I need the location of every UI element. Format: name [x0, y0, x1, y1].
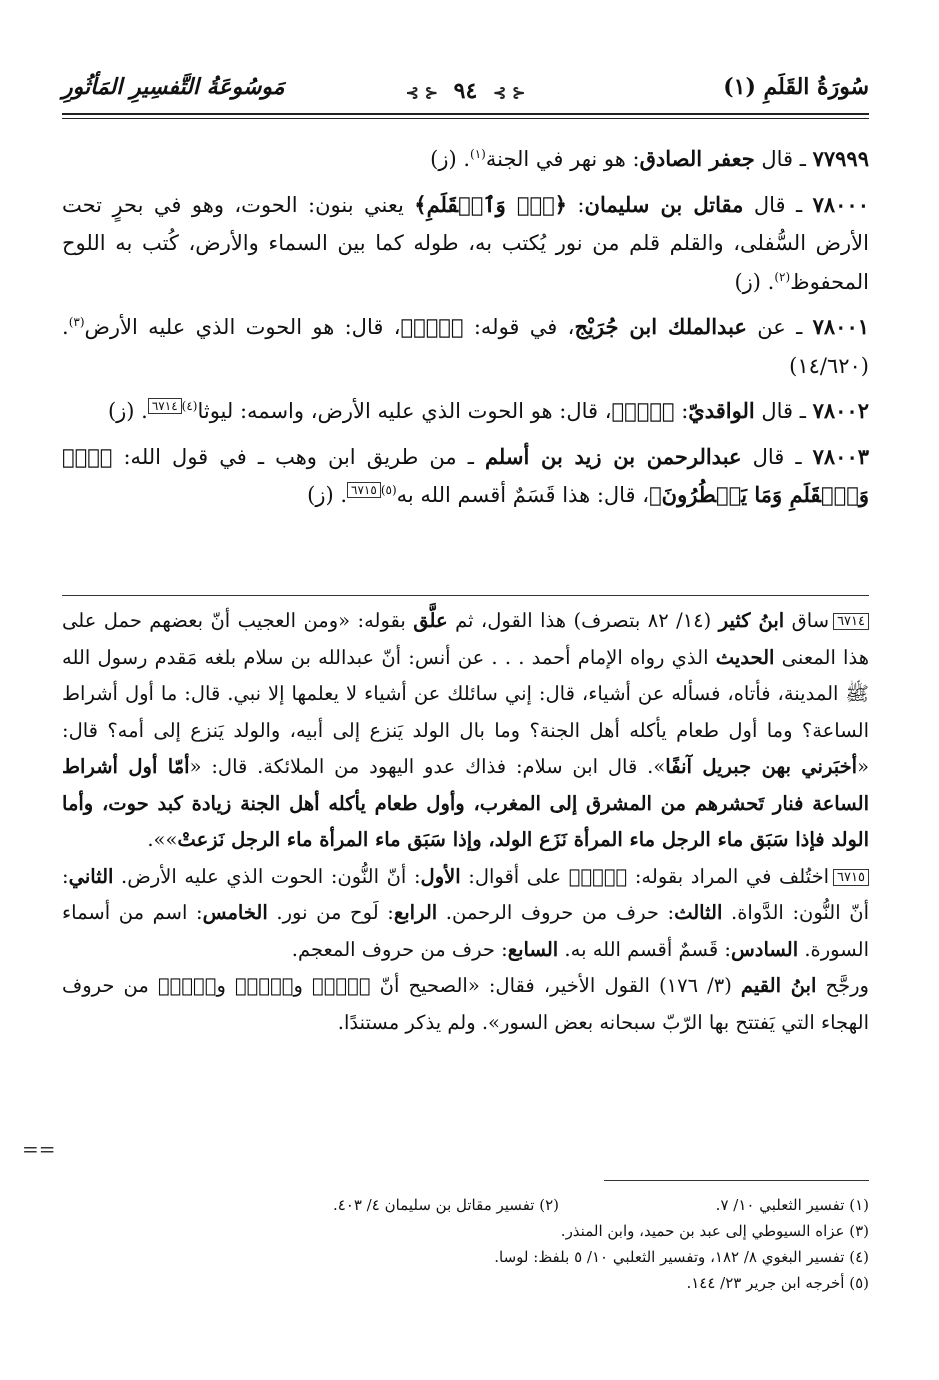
note-text: ساق — [784, 609, 830, 632]
note-text: : حرف من حروف الرحمن. — [437, 901, 675, 924]
scholar-name: ابنُ كثير — [718, 609, 785, 632]
footnote-3: (٣) عزاه السيوطي إلى عبد بن حميد، وابن المنذر. — [560, 1222, 869, 1240]
note-text: (٣/ ١٧٦) القول الأخير، فقال: «الصحيح أنّ — [370, 974, 741, 997]
quran-quote: ﴿صٓۚ﴾ — [157, 974, 217, 997]
quran-quote: ﴿نٓۚ﴾ — [400, 314, 464, 339]
entry-77999 — [62, 140, 869, 179]
note-text: : أنّ النُّون: الحوت الذي عليه الأرض. — [113, 864, 421, 888]
opinion-label: الثاني — [68, 864, 114, 888]
entry-78002 — [62, 392, 869, 431]
entry-text: يعني بنون: الحوت، وهو في بحرٍ تحت الأرض السُّفلى، والقلم قلم من نور يُكتب به، طوله كما بين السماء والأرض، كُتب به اللوح المحفوظ — [62, 192, 869, 294]
note-text: : أنّ النُّون: الدَّواة. — [62, 864, 870, 924]
ornament-right-icon: ⊰ ⊱ — [492, 83, 526, 102]
commentary-ref-box[interactable]: ٦٧١٥ — [347, 482, 381, 498]
entry-78000 — [62, 186, 869, 302]
entry-78003 — [62, 438, 869, 515]
note-text: »». — [147, 828, 178, 851]
note-text: اختُلف في المراد بقوله: — [627, 864, 830, 888]
ornament-left-icon: ⊰ ⊱ — [405, 83, 439, 102]
entry-number: ٧٨٠٠٠ — [812, 191, 869, 217]
footnote-marker[interactable]: (٣) — [68, 315, 85, 329]
footnote-marker[interactable]: (٢) — [774, 269, 791, 284]
commentary-6714 — [62, 603, 869, 859]
commentary-divider — [62, 595, 869, 596]
entry-number: ٧٨٠٠٢ — [812, 398, 869, 423]
page-number-group — [398, 78, 534, 104]
commentary-6715 — [62, 859, 869, 1042]
quran-quote: ﴿نٓۚ وَٱلۡقَلَمِ﴾ — [414, 191, 567, 217]
narrator-name: مقاتل بن سليمان — [584, 191, 744, 217]
footnote-5: (٥) أخرجه ابن جرير ٢٣/ ١٤٤. — [686, 1274, 869, 1292]
main-text — [62, 140, 869, 522]
running-header — [62, 70, 869, 110]
quran-quote: ﴿نٓۚ﴾ — [611, 398, 675, 423]
footnote-marker[interactable]: (٥) — [380, 483, 397, 497]
entry-source: . (ز) — [430, 147, 471, 171]
entry-number: ٧٨٠٠٣ — [812, 443, 870, 469]
quran-quote: ﴿نٓۚ﴾ — [312, 974, 371, 997]
entry-number: ٧٨٠٠١ — [812, 314, 870, 339]
opinion-label: الرابع — [393, 901, 438, 924]
page-number: ٩٤ — [453, 78, 478, 104]
book-title: مَوسُوعَةُ التَّفسِيرِ المَأثُورِ — [62, 74, 285, 100]
entry-prefix: ـ قال — [754, 147, 813, 171]
footnote-marker[interactable]: (٤) — [181, 399, 198, 413]
note-text: بقوله: «ومن العجيب أنّ بعضهم حمل على هذا المعنى — [62, 609, 869, 669]
note-text: على أقوال: — [460, 864, 569, 888]
quran-quote: ﴿نٓۚ﴾ — [568, 864, 628, 888]
note-text: و — [293, 974, 313, 997]
narrator-name: جعفر الصادق — [639, 146, 755, 171]
note-emphasis: الحديث — [715, 645, 775, 669]
entry-prefix: ـ عن — [746, 315, 813, 339]
entry-source: . (ز) — [307, 483, 348, 507]
book-page — [22, 0, 870, 1380]
narrator-name: عبدالرحمن بن زيد بن أسلم — [484, 443, 742, 469]
note-text: من حروف الهجاء التي يَفتتح بها الرّبّ سبحانه بعض السور». ولم يذكر مستندًا. — [62, 974, 869, 1034]
scholar-name: ابنُ القيم — [740, 974, 817, 997]
note-text: و — [216, 974, 235, 997]
opinion-label: الأول — [420, 864, 461, 888]
note-text: ورجَّح — [816, 974, 869, 997]
note-text: ». قال ابن سلام: فذاك عدو اليهود من الملائكة. قال: « — [189, 755, 666, 778]
entry-colon: : — [566, 192, 585, 217]
opinion-label: السابع — [507, 937, 559, 961]
footnote-1: (١) تفسير الثعلبي ١٠/ ٧. — [715, 1196, 869, 1214]
footnotes — [62, 1192, 869, 1296]
note-text: : لَوح من نور. — [267, 901, 394, 924]
entry-prefix: ـ قال — [754, 399, 813, 423]
footnote-4: (٤) تفسير البغوي ٨/ ١٨٢، وتفسير الثعلبي ١٠/ ٥ بلفظ: لوسا. — [494, 1248, 869, 1266]
entry-lead: ، في قوله: — [463, 315, 575, 339]
entry-source: . (ز) — [107, 399, 148, 423]
note-text: : اسم من أسماء السورة. — [62, 901, 869, 961]
entry-number: ٧٧٩٩٩ — [812, 146, 869, 171]
entry-prefix: ـ قال — [743, 192, 813, 217]
commentary-ref-box[interactable]: ٦٧١٤ — [148, 398, 182, 414]
entry-source: . (ز) — [734, 269, 775, 294]
entry-lead: ـ من طريق ابن وهب ـ في قول الله: — [112, 444, 485, 469]
narrator-name: الواقديّ — [688, 398, 755, 423]
opinion-label: السادس — [730, 937, 799, 961]
header-rule — [62, 113, 869, 115]
continuation-mark: == — [22, 1137, 56, 1161]
footnote-2: (٢) تفسير مقاتل بن سليمان ٤/ ٤٠٣. — [332, 1196, 559, 1214]
hadith-quote: أخبَرني بهن جبريل آنفًا — [665, 755, 858, 778]
surah-title: سُورَةُ القَلَمِ (١) — [723, 74, 869, 100]
footnote-row — [62, 1192, 869, 1218]
commentary-number-box: ٦٧١٤ — [833, 613, 869, 630]
entry-78001 — [62, 308, 869, 385]
header-rule-thin — [62, 118, 869, 119]
footnote-marker[interactable]: (١) — [470, 147, 486, 161]
commentary-section — [62, 603, 869, 1041]
entry-source: . (١٤/٦٢٠) — [62, 315, 869, 378]
entry-text: ، قال: هو الحوت الذي عليه الأرض — [84, 315, 401, 339]
opinion-label: الثالث — [674, 901, 723, 924]
hadith-quote: أمّا أول أشراط الساعة فنار تَحشرهم من المشرق إلى المغرب، وأول طعام يأكله أهل الجنة زيادة كبد حوت، وأما الولد فإذا سَبَق ماء الرجل ماء المرأة نَزَع الولد، وإذا سَبَق ماء المرأة ماء الرجل نَزعتْ — [62, 755, 869, 851]
note-text: الذي رواه الإمام أحمد . . . عن أنس: أنّ عبدالله بن سلام بلغه مَقدم رسول الله ﷺ المدينة، فأتاه، فسأله عن أشياء، قال: إني سائلك عن أشياء لا يعلمها إلا نبي. قال: ما أول أشراط الساعة؟ وما أول طعام يأكله أهل الجنة؟ وما بال الولد يَنزع إلى أبيه، والولد يَنزع إلى أمه؟ قال: « — [62, 645, 870, 778]
quran-quote: ﴿قٓۚ﴾ — [234, 974, 294, 997]
entry-text: : هو نهر في الجنة — [485, 147, 640, 171]
narrator-name: عبدالملك ابن جُرَيْج — [574, 314, 747, 339]
note-emphasis: علَّق — [413, 609, 448, 632]
entry-colon: : — [674, 399, 689, 423]
commentary-number-box: ٦٧١٥ — [833, 869, 869, 886]
note-text: : قَسمٌ أقسم الله به. — [558, 937, 731, 961]
entry-prefix: ـ قال — [741, 444, 813, 469]
opinion-label: الخامس — [202, 901, 268, 924]
note-text: : حرف من حروف المعجم. — [291, 937, 508, 961]
entry-text: ، قال: هذا قَسَمٌ أقسم الله به — [396, 483, 650, 507]
quran-quote: ﴿نٓۚ وَٱلۡقَلَمِ وَمَا يَسۡطُرُونَ﴾ — [62, 443, 869, 507]
entry-text: ، قال: هو الحوت الذي عليه الأرض، واسمه: ليوثا — [197, 399, 612, 423]
note-text: (١٤/ ٨٢ بتصرف) هذا القول، ثم — [447, 609, 719, 632]
footnote-divider — [604, 1180, 869, 1181]
